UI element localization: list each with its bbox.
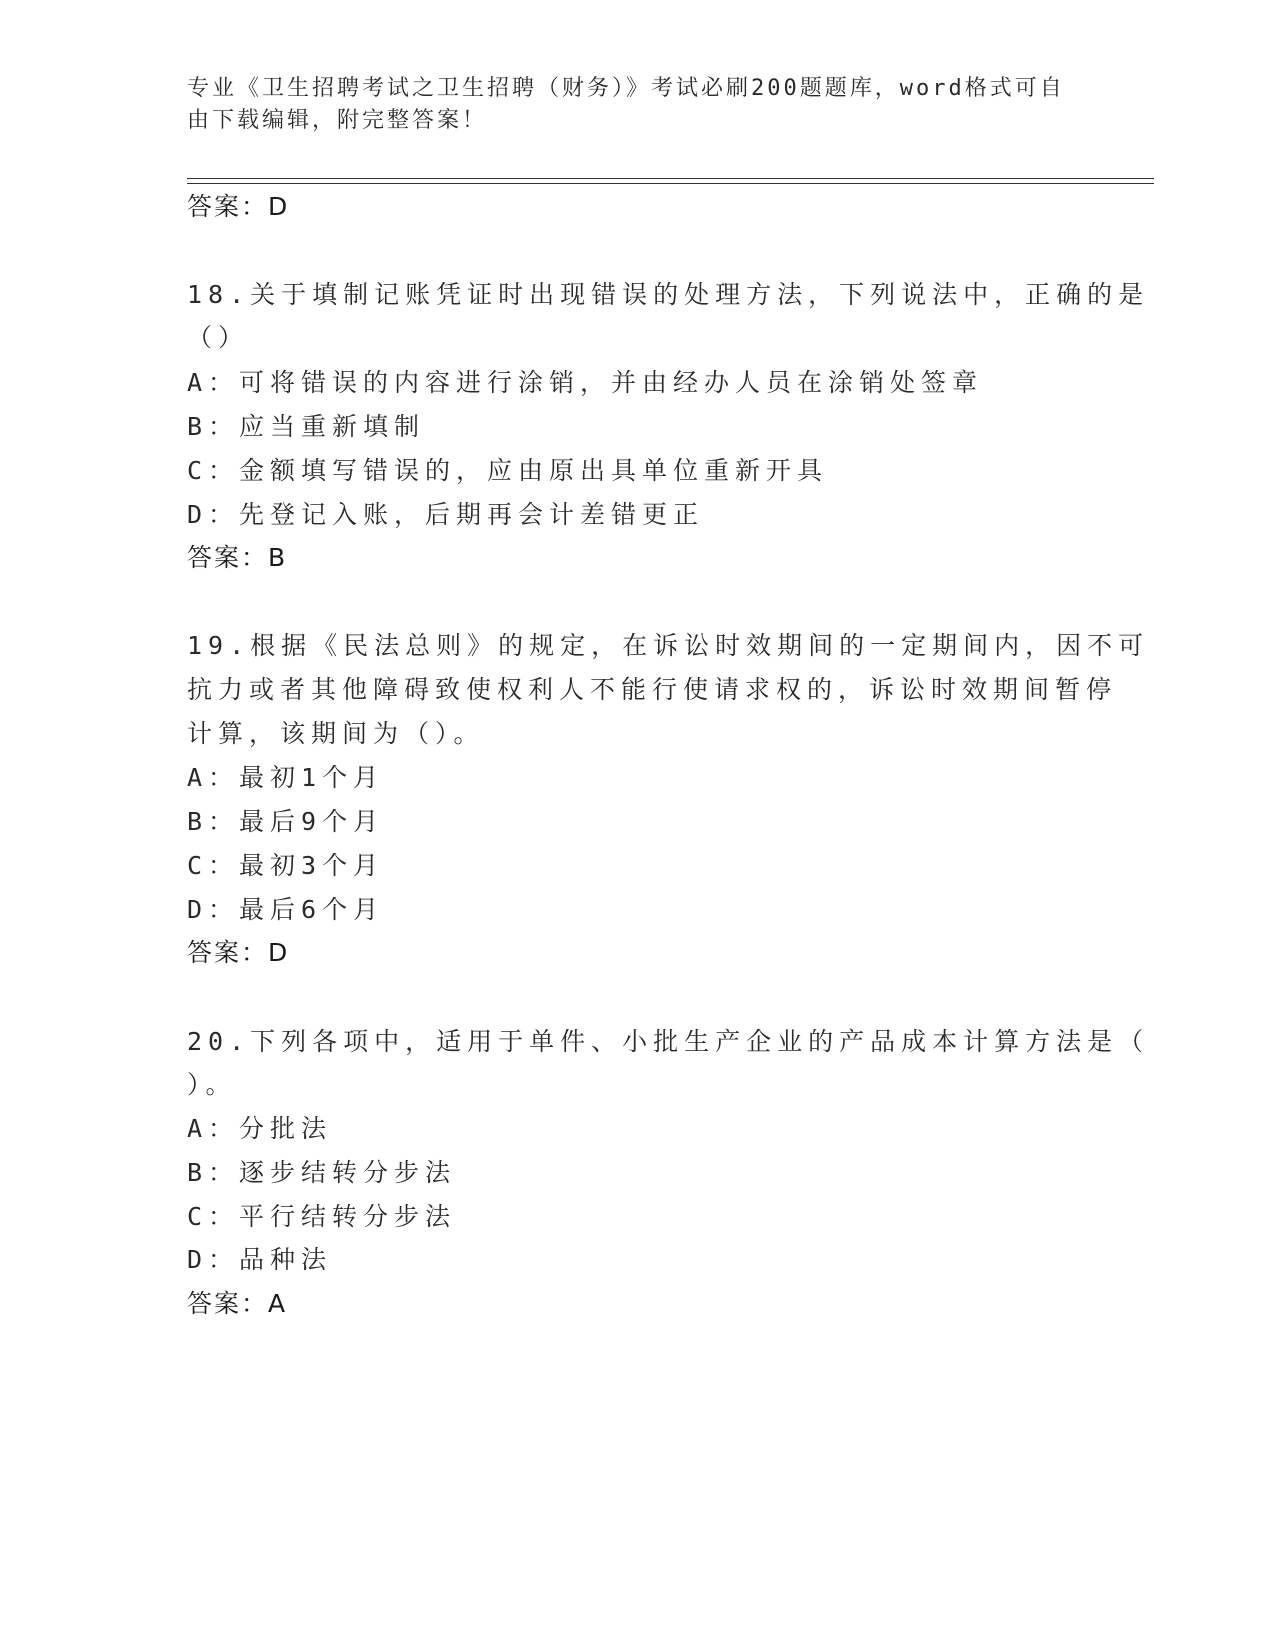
question-19-option-d: D：最后6个月	[187, 895, 385, 924]
question-19-option-a: A：最初1个月	[187, 763, 385, 792]
question-18-option-c: C：金额填写错误的，应由原出具单位重新开具	[187, 456, 829, 485]
question-20-option-a: A：分批法	[187, 1114, 333, 1143]
question-19-answer: 答案：D	[187, 938, 290, 967]
question-19-stem-line-3: 计算，该期间为（）。	[187, 719, 485, 748]
question-20-option-d: D：品种法	[187, 1245, 333, 1274]
question-18-option-a: A：可将错误的内容进行涂销，并由经办人员在涂销处签章	[187, 368, 984, 397]
question-19-stem-line-2: 抗力或者其他障碍致使权利人不能行使请求权的，诉讼时效期间暂停	[187, 675, 1118, 704]
header-line-1: 专业《卫生招聘考试之卫生招聘（财务）》考试必刷200题题库，word格式可自	[187, 76, 1065, 101]
document-header	[187, 73, 1067, 137]
question-18-stem-line-1: 18.关于填制记账凭证时出现错误的处理方法，下列说法中，正确的是	[187, 280, 1150, 309]
question-18-answer: 答案：B	[187, 543, 288, 572]
question-20-stem-line-1: 20.下列各项中，适用于单件、小批生产企业的产品成本计算方法是（	[187, 1027, 1150, 1056]
question-19-option-c: C：最初3个月	[187, 851, 385, 880]
question-20-option-c: C：平行结转分步法	[187, 1202, 457, 1231]
question-19-stem-line-1: 19.根据《民法总则》的规定，在诉讼时效期间的一定期间内，因不可	[187, 631, 1150, 660]
question-20-option-b: B：逐步结转分步法	[187, 1158, 457, 1187]
header-divider-top	[187, 178, 1154, 179]
header-divider-bottom	[187, 183, 1154, 184]
question-18-option-b: B：应当重新填制	[187, 412, 426, 441]
question-18-stem-line-2: （）	[187, 323, 250, 352]
question-19-option-b: B：最后9个月	[187, 807, 385, 836]
question-20-answer: 答案：A	[187, 1289, 288, 1318]
header-line-2: 由下载编辑，附完整答案！	[187, 108, 488, 133]
question-20-stem-line-2: ）。	[187, 1070, 237, 1099]
question-18-option-d: D：先登记入账，后期再会计差错更正	[187, 500, 705, 529]
previous-answer: 答案：D	[187, 192, 290, 221]
